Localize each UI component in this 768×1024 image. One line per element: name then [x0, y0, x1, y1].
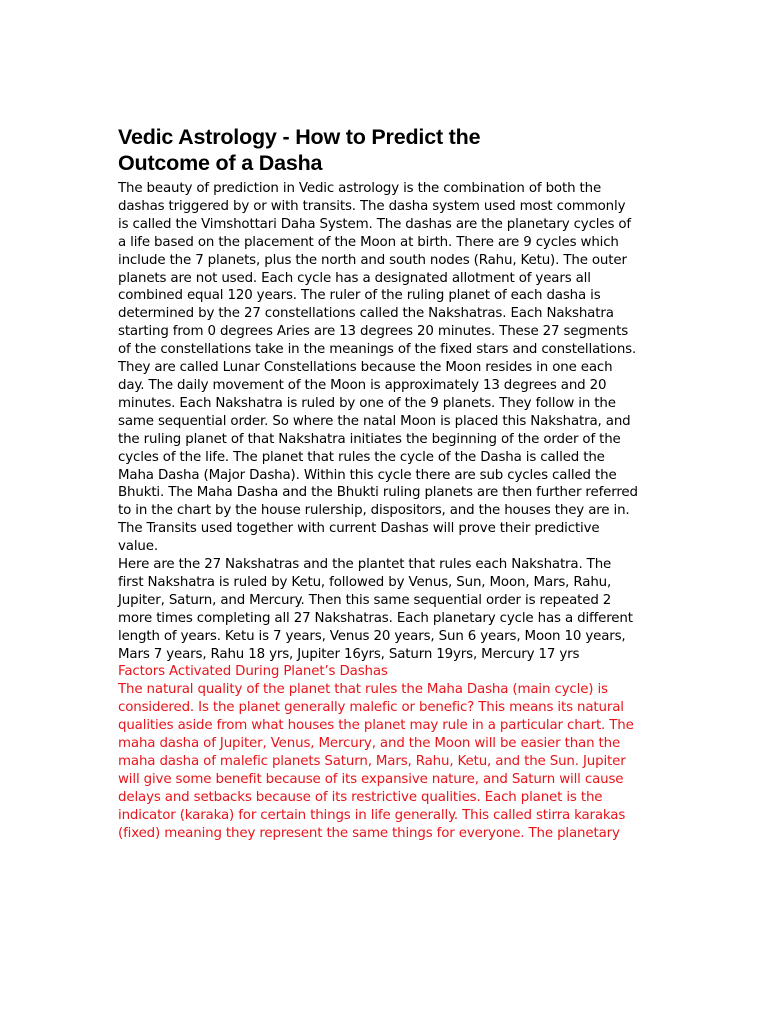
document-page [118, 124, 638, 843]
document-title [118, 124, 638, 176]
factors-paragraph: The natural quality of the planet that rules the Maha Dasha (main cycle) is considered. Is the planet generally malefic or benefic? This means its natural qualities aside from what houses the planet may rule in a particular chart. The maha dasha of Jupiter, Venus, Mercury, and the Moon will be easier than the maha dasha of malefic planets Saturn, Mars, Rahu, Ketu, and the Sun. Jupiter will give some benefit because of its expansive nature, and Saturn will cause delays and setbacks because of its restrictive qualities. Each planet is the indicator (karaka) for certain things in life generally. This called stirra karakas (fixed) meaning they represent the same things for everyone. The planetary [118, 682, 634, 841]
section-heading: Factors Activated During Planet’s Dashas [118, 664, 388, 680]
intro-paragraph: The beauty of prediction in Vedic astrology is the combination of both the dashas triggered by or with transits. The dasha system used most commonly is called the Vimshottari Daha System. The dashas are the planetary cycles of a life based on the placement of the Moon at birth. There are 9 cycles which include the 7 planets, plus the north and south nodes (Rahu, Ketu). The outer planets are not used. Each cycle has a designated allotment of years all combined equal 120 years. The ruler of the ruling planet of each dasha is determined by the 27 constellations called the Nakshatras. Each Nakshatra starting from 0 degrees Aries are 13 degrees 20 minutes. These 27 segments of the constellations take in the meanings of the fixed stars and constellations. They are called Lunar Constellations because the Moon resides in one each day. The daily movement of the Moon is approximately 13 degrees and 20 minutes. Each Nakshatra is ruled by one of the 9 planets. They follow in the same sequential order. So where the natal Moon is placed this Nakshatra, and the ruling planet of that Nakshatra initiates the beginning of the order of the cycles of the life. The planet that rules the cycle of the Dasha is called the Maha Dasha (Major Dasha). Within this cycle there are sub cycles called the Bhukti. The Maha Dasha and the Bhukti ruling planets are then further referred to in the chart by the house rulership, dispositors, and the houses they are in. The Transits used together with current Dashas will prove their predictive value. [118, 181, 638, 555]
title-line-2: Outcome of a Dasha [118, 151, 323, 175]
title-line-1: Vedic Astrology - How to Predict the [118, 125, 481, 149]
nakshatra-paragraph: Here are the 27 Nakshatras and the plantet that rules each Nakshatra. The first Nakshatra is ruled by Ketu, followed by Venus, Sun, Moon, Mars, Rahu, Jupiter, Saturn, and Mercury. Then this same sequential order is repeated 2 more times completing all 27 Nakshatras. Each planetary cycle has a different length of years. Ketu is 7 years, Venus 20 years, Sun 6 years, Moon 10 years, Mars 7 years, Rahu 18 yrs, Jupiter 16yrs, Saturn 19yrs, Mercury 17 yrs [118, 557, 633, 662]
